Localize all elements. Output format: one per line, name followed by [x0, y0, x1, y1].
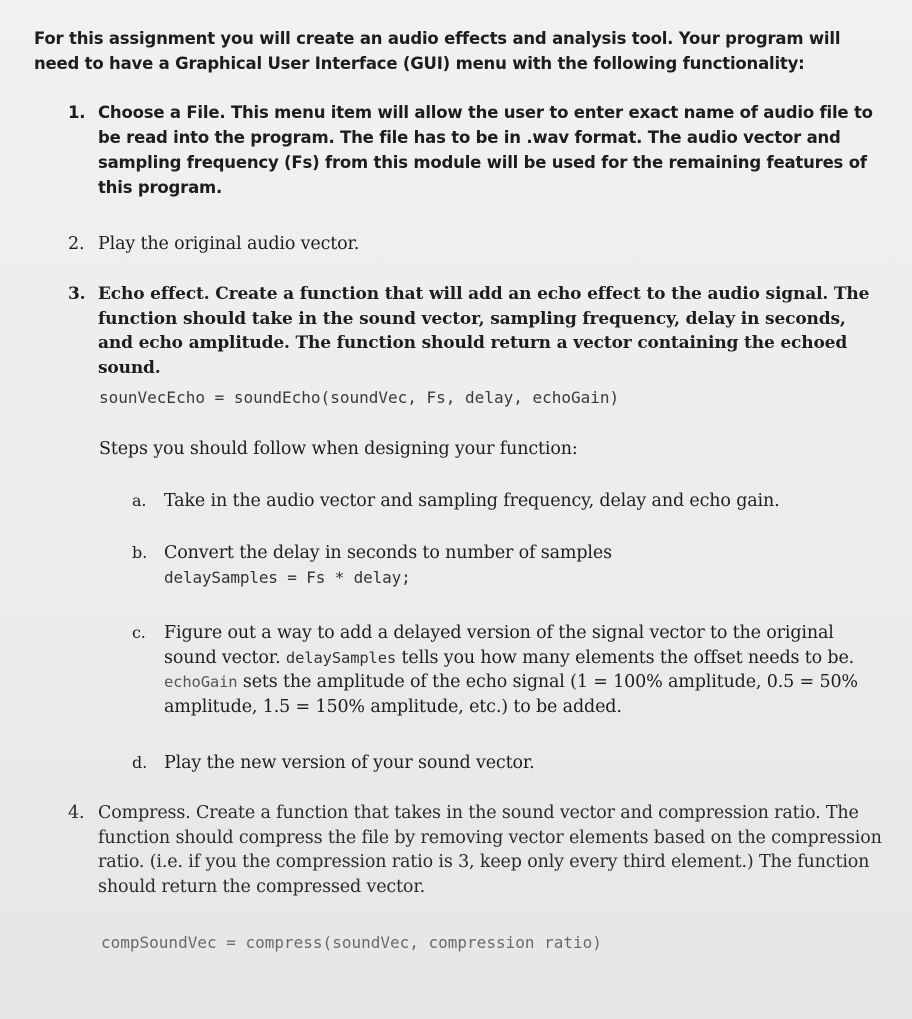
step-letter: d.	[132, 753, 148, 772]
list-item-echo-effect	[68, 282, 886, 380]
list-item-text: Echo effect. Create a function that will add an echo effect to the audio signal. The function should take in the sound vector, sampling frequency, delay in seconds, and echo amplitude. The function should return a vector containing the echoed sound.	[98, 284, 870, 378]
delay-samples-code: delaySamples = Fs * delay;	[164, 567, 411, 587]
list-item-text: Play the original audio vector.	[98, 234, 360, 254]
step-b	[132, 541, 882, 590]
step-text-part-3: sets the amplitude of the echo signal (1 = 100% amplitude, 0.5 = 50% amplitude, 1.5 = 150% amplitude, etc.) to be added.	[164, 672, 858, 717]
delay-samples-inline-code: delaySamples	[285, 648, 397, 667]
compress-function-signature: compSoundVec = compress(soundVec, compression ratio)	[101, 933, 602, 952]
step-d	[132, 751, 882, 776]
list-item-text: Compress. Create a function that takes in the sound vector and compression ratio. The function should compress the file by removing vector elements based on the compression ratio. (i.e. if you the compression ratio is 3, keep only every third element.) The function should return the compressed vector.	[98, 803, 882, 897]
list-item-play-original	[68, 232, 886, 257]
echo-gain-inline-code: echoGain	[164, 673, 238, 691]
step-a	[132, 489, 882, 514]
list-item-number: 1.	[68, 103, 86, 122]
step-c	[132, 621, 882, 719]
list-item-compress	[68, 801, 886, 899]
list-item-number: 2.	[68, 234, 85, 254]
step-text: Play the new version of your sound vector.	[164, 753, 535, 773]
step-text-part-2: tells you how many elements the offset needs to be.	[401, 647, 855, 668]
list-item-number: 3.	[68, 284, 86, 304]
step-text-part-1: Figure out a way to add a delayed version of the signal vector to the original sound vector.	[164, 623, 834, 668]
step-text: Convert the delay in seconds to number of samples	[164, 543, 612, 563]
echo-function-signature: sounVecEcho = soundEcho(soundVec, Fs, delay, echoGain)	[99, 388, 620, 407]
assignment-intro: For this assignment you will create an audio effects and analysis tool. Your program will need to have a Graphical User Interface (GUI) menu with the following functionality:	[34, 29, 841, 73]
list-item-choose-file	[68, 100, 886, 200]
step-letter: c.	[132, 623, 146, 642]
list-item-number: 4.	[68, 803, 85, 823]
step-letter: a.	[132, 491, 147, 510]
step-letter: b.	[132, 543, 148, 562]
steps-heading: Steps you should follow when designing your function:	[99, 439, 578, 459]
list-item-text: Choose a File. This menu item will allow the user to enter exact name of audio file to be read into the program. The file has to be in .wav format. The audio vector and sampling frequency (Fs) from this module will be used for the remaining features of this program.	[98, 103, 873, 197]
step-text: Take in the audio vector and sampling frequency, delay and echo gain.	[164, 491, 780, 511]
